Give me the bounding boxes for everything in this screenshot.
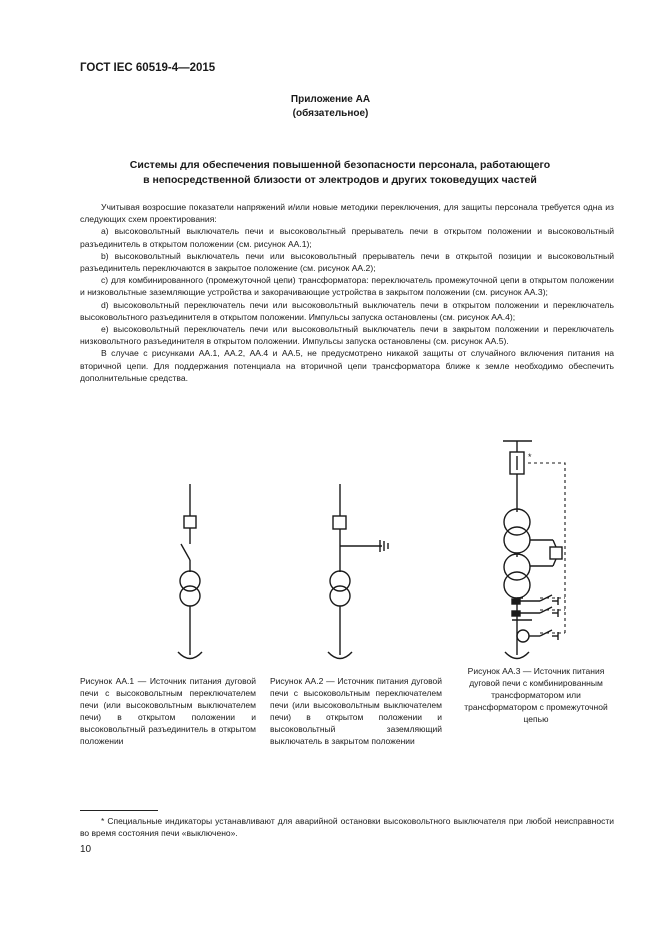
aa3-grounding-device2 [512,611,520,616]
list-item-c: c) для комбинированного (промежуточной цепи) трансформатора: переключатель промежуточной цепи в открытом положении и низковольтные заземляющие устройства и закорачивающие устройства в закрытом положении (см. рисунок АА.3); [80,275,614,298]
page-number: 10 [80,844,92,855]
aa2-transformer-secondary [330,586,350,606]
aa2-breaker-box [333,516,346,529]
footnote-text: * Специальные индикаторы устанавливают для аварийной остановки высоковольтного выключателя при любой неисправности во время состояния печи «выключено». [80,816,614,838]
figure-aa3-diagram [503,441,565,659]
closing-paragraph: В случае с рисунками АА.1, АА.2, АА.4 и АА.5, не предусмотрено никакой защиты от случайного включения питания на вторичной цепи. Для поддержания потенциала на вторичной цепи трансформатора ближе к земле необходимо обеспечить дополнительные средства. [80,348,614,383]
list-item-b: b) высоковольтный выключатель печи или высоковольтный прерыватель печи в открытой позиции и высоковольтный разъединитель переключаются в закрытое положение (см. рисунок АА.2); [80,250,614,274]
section-title-line2: в непосредственной близости от электродов и других токоведущих частей [143,174,537,186]
aa3-transformer1-secondary [504,527,530,553]
footnote-separator [80,810,158,811]
annex-status: (обязательное) [292,108,369,119]
section-title-line1: Системы для обеспечения повышенной безопасности персонала, работающего [129,159,551,171]
aa1-transformer-secondary [180,586,200,606]
aa3-indicator [517,630,529,642]
aa3-grounding-device1 [512,599,520,604]
aa3-asterisk-marker: * [528,452,532,462]
annex-title: Приложение АА [290,94,371,105]
list-item-d: d) высоковольтный переключатель печи или высоковольтный выключатель печи в открытом положении и переключатель высоковольтного разъединителя в открытом положении. Импульсы запуска остановлены (см. рисунок АА.4); [80,299,614,322]
aa3-intermediate-branch-out [553,559,556,566]
figure-aa1-diagram [178,484,202,659]
figure-aa3-caption: Рисунок АА.3 — Источник питания дуговой печи с комбинированным трансформатором или трансформатором с промежуточной цепью [464,666,608,725]
aa3-transformer2-secondary [504,572,530,598]
figure-aa2-diagram [328,484,388,659]
aa1-breaker-box [184,516,196,528]
intro-paragraph: Учитывая возросшие показатели напряжений и/или новые методики переключения, для защиты персонала требуется одна из следующих схем проектирования: [80,202,614,225]
list-item-e: e) высоковольтный переключатель печи или высоковольтный выключатель печи в закрытом положении и переключатель низковольтного разъединителя в открытом положении. Импульсы запуска остановлены (см. рисунок АА.5). [80,324,614,347]
aa3-intermediate-branch-in [553,540,556,547]
aa1-disconnector-blade [181,544,190,560]
aa3-intermediate-switch-box [550,547,562,559]
figure-aa2-caption: Рисунок АА.2 — Источник питания дуговой печи с высоковольтным переключателем печи (или высоковольтным выключателем печи) в открытом положении и высоковольтный заземляющий выключатель в закрытом положении [270,676,442,747]
list-item-a: а) высоковольтный выключатель печи и высоковольтный прерыватель печи в открытом положении и высоковольтный разъединитель в открытом положении (см. рисунок АА.1); [80,226,614,249]
standard-designation: ГОСТ IEC 60519-4—2015 [80,62,216,74]
figure-aa1-caption: Рисунок АА.1 — Источник питания дуговой печи с высоковольтным переключателем печи (или высоковольтным выключателем печи) в открытом положении и высоковольтный разъединитель в открытом положении [80,676,256,747]
